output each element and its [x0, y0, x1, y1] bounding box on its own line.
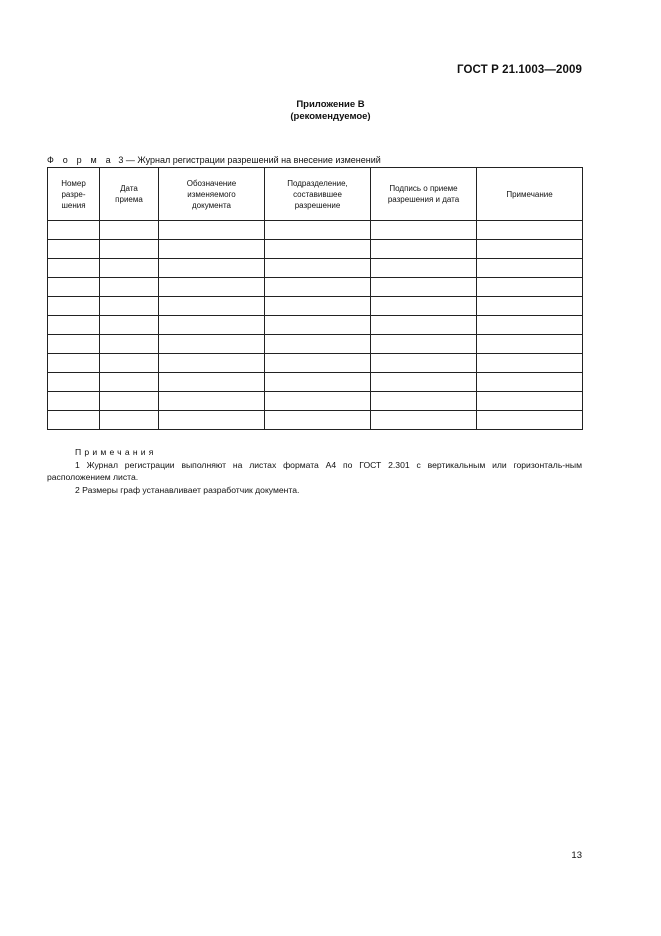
table-cell: [48, 354, 100, 373]
table-cell: [265, 316, 371, 335]
table-cell: [100, 221, 159, 240]
table-cell: [159, 335, 265, 354]
form-caption-text: 3 — Журнал регистрации разрешений на внесение изменений: [118, 155, 381, 165]
table-cell: [371, 373, 477, 392]
table-cell: [265, 221, 371, 240]
table-cell: [477, 373, 583, 392]
column-header-permit-number: Номер разре- шения: [48, 168, 100, 221]
table-cell: [48, 278, 100, 297]
table-cell: [48, 316, 100, 335]
table-cell: [48, 373, 100, 392]
table-cell: [477, 411, 583, 430]
note-item: 2 Размеры граф устанавливает разработчик документа.: [75, 484, 300, 495]
table-cell: [265, 354, 371, 373]
table-cell: [371, 354, 477, 373]
table-row: [48, 316, 583, 335]
table-cell: [371, 297, 477, 316]
column-header-document-designation: Обозначение изменяемого документа: [159, 168, 265, 221]
table-cell: [48, 335, 100, 354]
notes-title: Примечания: [75, 447, 157, 457]
table-cell: [371, 259, 477, 278]
table-row: [48, 335, 583, 354]
table-cell: [477, 354, 583, 373]
table-row: [48, 411, 583, 430]
table-cell: [477, 316, 583, 335]
table-row: [48, 240, 583, 259]
table-cell: [100, 373, 159, 392]
table-row: [48, 373, 583, 392]
table-cell: [159, 411, 265, 430]
table-cell: [265, 411, 371, 430]
table-cell: [265, 335, 371, 354]
table-cell: [100, 240, 159, 259]
table-cell: [371, 316, 477, 335]
table-row: [48, 354, 583, 373]
form-caption: [47, 155, 381, 165]
table-cell: [265, 392, 371, 411]
table-cell: [371, 335, 477, 354]
table-cell: [477, 259, 583, 278]
table-cell: [48, 392, 100, 411]
table-cell: [159, 373, 265, 392]
table-row: [48, 392, 583, 411]
column-header-signature: Подпись о приеме разрешения и дата: [371, 168, 477, 221]
appendix-heading: [0, 99, 661, 122]
table-cell: [100, 354, 159, 373]
column-header-department: Подразделение, составившее разрешение: [265, 168, 371, 221]
table-cell: [371, 221, 477, 240]
table-cell: [477, 297, 583, 316]
appendix-status: (рекомендуемое): [290, 110, 371, 122]
table-cell: [371, 240, 477, 259]
table-cell: [371, 278, 477, 297]
table-cell: [477, 392, 583, 411]
table-cell: [477, 240, 583, 259]
table-body: [48, 221, 583, 430]
table-cell: [371, 411, 477, 430]
table-cell: [100, 259, 159, 278]
table-cell: [159, 221, 265, 240]
table-cell: [48, 240, 100, 259]
table-cell: [265, 240, 371, 259]
table-cell: [48, 259, 100, 278]
table-cell: [48, 221, 100, 240]
table-cell: [477, 278, 583, 297]
table-cell: [48, 411, 100, 430]
form-label: Ф о р м а: [47, 155, 114, 165]
note-item: 1 Журнал регистрации выполняют на листах формата А4 по ГОСТ 2.301 с вертикальным или горизонталь-ным расположением листа.: [47, 459, 582, 482]
table-cell: [265, 278, 371, 297]
table-cell: [159, 278, 265, 297]
column-header-receipt-date: Дата приема: [100, 168, 159, 221]
table-header-row: [48, 168, 583, 221]
table-cell: [159, 354, 265, 373]
table-cell: [159, 316, 265, 335]
table-row: [48, 221, 583, 240]
table-cell: [265, 259, 371, 278]
table-cell: [477, 335, 583, 354]
table-cell: [265, 373, 371, 392]
table-cell: [159, 392, 265, 411]
appendix-title: Приложение В: [296, 99, 365, 110]
table-row: [48, 297, 583, 316]
table-cell: [100, 392, 159, 411]
table-cell: [477, 221, 583, 240]
table-row: [48, 278, 583, 297]
table-cell: [371, 392, 477, 411]
registration-journal-table: [47, 167, 583, 430]
column-header-remark: Примечание: [477, 168, 583, 221]
page-number: 13: [571, 850, 582, 861]
table-cell: [100, 411, 159, 430]
table-cell: [265, 297, 371, 316]
table-cell: [100, 335, 159, 354]
table-row: [48, 259, 583, 278]
table-cell: [100, 278, 159, 297]
table-cell: [100, 316, 159, 335]
table-cell: [159, 240, 265, 259]
table-cell: [159, 259, 265, 278]
table-cell: [100, 297, 159, 316]
notes-section: [47, 446, 582, 496]
standard-code: ГОСТ Р 21.1003—2009: [457, 64, 582, 76]
table-cell: [48, 297, 100, 316]
table-cell: [159, 297, 265, 316]
